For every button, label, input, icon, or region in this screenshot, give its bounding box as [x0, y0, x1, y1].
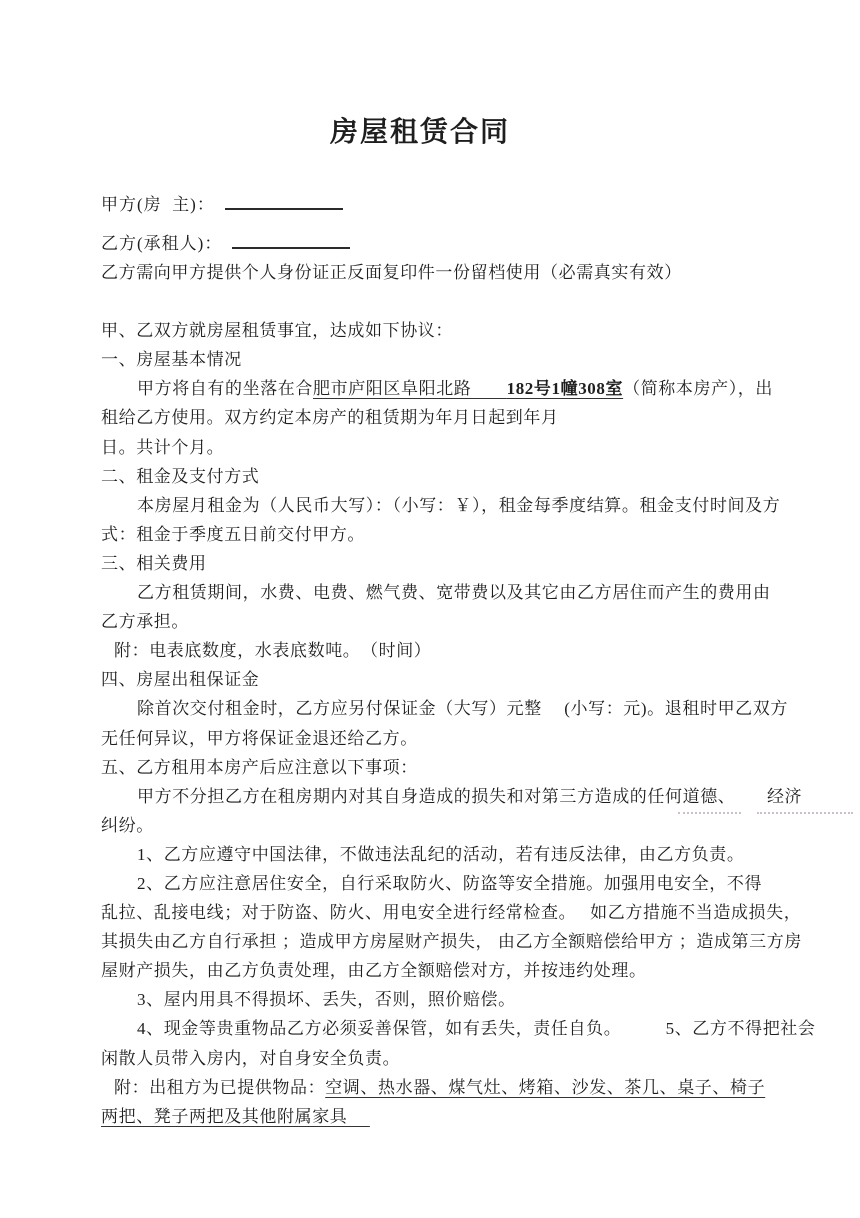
section5-heading: 五、乙方租用本房产后应注意以下事项： — [101, 757, 418, 777]
section5-item3: 3、屋内用具不得损坏、丢失，否则，照价赔偿。 — [137, 990, 516, 1010]
section5-item1: 1、乙方应遵守中国法律，不做违法乱纪的活动，若有违反法律，由乙方负责。 — [137, 844, 745, 864]
appendix-line2 — [101, 1102, 821, 1131]
id-note-line: 乙方需向甲方提供个人身份证正反面复印件一份留档使用（必需真实有效） — [101, 263, 682, 282]
section3-line2: 乙方承担。 — [101, 612, 189, 632]
section5-item4-5-line1: 4、现金等贵重物品乙方必须妥善保管，如有丢失，责任自负。 5、乙方不得把社会 — [137, 1019, 816, 1039]
section5-item2-line1: 2、乙方应注意居住安全，自行采取防火、防盗等安全措施。加强用电安全，不得 — [137, 873, 763, 893]
section5-item2-line2: 乱拉、乱接电线；对于防盗、防火、用电安全进行经常检查。 如乙方措施不当造成损失， — [101, 903, 802, 923]
property-address-number: 182号1幢308室 — [506, 379, 624, 399]
party-b-label: 乙方(承租人)： — [101, 234, 223, 253]
party-a-fill-line — [225, 192, 343, 210]
section4-line1: 除首次交付租金时，乙方应另付保证金（大写）元整 (小写：元)。退租时甲乙双方 — [137, 699, 788, 719]
party-b-fill-line — [232, 231, 350, 249]
section5-item4-5-line2: 闲散人员带入房内，对自身安全负责。 — [101, 1048, 401, 1068]
blank-line — [101, 287, 821, 316]
section2-line2: 式：租金于季度五日前交付甲方。 — [101, 524, 365, 544]
section3-line1: 乙方租赁期间，水费、电费、燃气费、宽带费以及其它由乙方居住而产生的费用由 — [137, 583, 771, 603]
section1-line3: 日。共计个月。 — [101, 437, 225, 457]
scan-artifact-dots-right — [757, 812, 853, 814]
section1-line1-prefix: 甲方将自有的坐落在合 — [137, 379, 313, 399]
provided-items-list: 空调、热水器、煤气灶、烤箱、沙发、茶几、桌子、椅子 — [325, 1077, 766, 1097]
intro-line: 甲、乙双方就房屋租赁事宜，达成如下协议： — [101, 321, 453, 341]
appendix-prefix: 附：出租方为已提供物品： — [114, 1077, 326, 1097]
section3-heading: 三、相关费用 — [101, 553, 207, 573]
scan-artifact-dots-left — [678, 812, 741, 814]
contract-body — [101, 258, 821, 1131]
section2-line1: 本房屋月租金为（人民币大写）：（小写：￥），租金每季度结算。租金支付时间及方 — [137, 495, 781, 515]
contract-title: 房屋租赁合同 — [329, 117, 510, 148]
section4-heading: 四、房屋出租保证金 — [101, 670, 260, 690]
party-a-label: 甲方(房 主)： — [101, 195, 215, 214]
section1-line1-suffix: （简称本房产），出 — [623, 379, 774, 399]
party-a-line — [101, 190, 343, 215]
section4-line2: 无任何异议，甲方将保证金退还给乙方。 — [101, 728, 418, 748]
party-b-line — [101, 229, 350, 254]
property-address: 肥市庐阳区阜阳北路 — [313, 379, 507, 399]
section1-heading: 一、房屋基本情况 — [101, 350, 242, 370]
section5-line1: 甲方不分担乙方在租房期内对其自身造成的损失和对第三方造成的任何道德、 经济 — [137, 786, 803, 806]
section3-note: 附：电表底数度，水表底数吨。 （时间） — [114, 641, 432, 661]
section2-heading: 二、租金及支付方式 — [101, 466, 260, 486]
provided-items-list-continued: 两把、凳子两把及其他附属家具 — [101, 1106, 370, 1126]
section1-line2: 租给乙方使用。双方约定本房产的租赁期为年月日起到年月 — [101, 408, 559, 428]
section5-line2: 纠纷。 — [101, 815, 154, 835]
section5-item2-line4: 屋财产损失，由乙方负责处理，由乙方全额赔偿对方，并按违约处理。 — [101, 961, 647, 981]
section5-item2-line3: 其损失由乙方自行承担 ；造成甲方房屋财产损失， 由乙方全额赔偿给甲方 ；造成第三方房 — [101, 932, 802, 952]
section1-line1 — [101, 374, 821, 403]
appendix-line1 — [101, 1073, 821, 1102]
